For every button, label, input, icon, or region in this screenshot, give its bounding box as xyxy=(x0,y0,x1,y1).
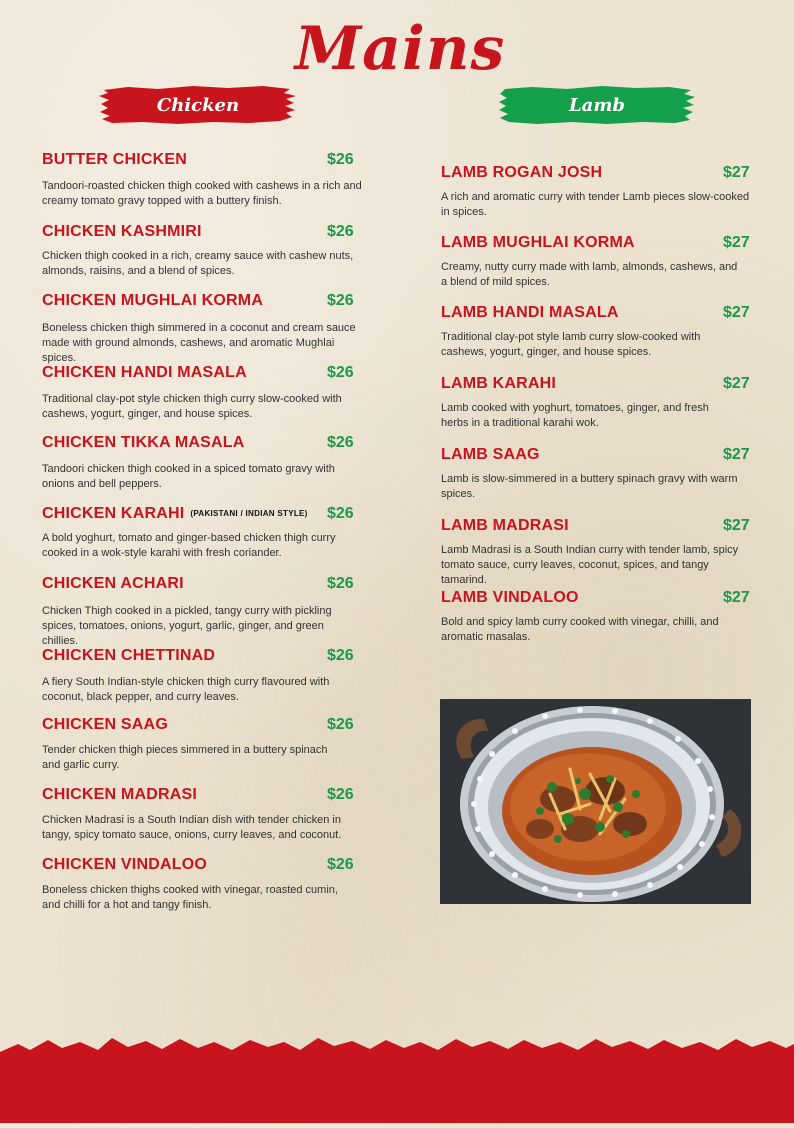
item-description: A rich and aromatic curry with tender Lamb pieces slow-cooked in spices. xyxy=(441,191,750,218)
item-price: $26 xyxy=(327,786,354,803)
item-name: LAMB MUGHLAI KORMA xyxy=(441,234,635,251)
item-price: $27 xyxy=(723,164,750,181)
menu-item-lamb-madrasi xyxy=(441,517,761,586)
item-name: CHICKEN CHETTINAD xyxy=(42,647,216,664)
menu-item-chicken-chettinad xyxy=(42,647,372,707)
item-name-row xyxy=(42,505,308,523)
item-description: Chicken thigh cooked in a rich, creamy sauce with cashew nuts, almonds, raisins, and a blend of spices. xyxy=(42,250,354,277)
item-name: LAMB SAAG xyxy=(441,446,540,463)
item-description: Lamb is slow-simmered in a buttery spinach gravy with warm spices. xyxy=(441,473,738,500)
item-style-note: (PAKISTANI / INDIAN STYLE) xyxy=(190,509,308,518)
item-name: CHICKEN SAAG xyxy=(42,716,168,733)
item-price: $26 xyxy=(327,716,354,733)
menu-item-chicken-achari xyxy=(42,575,372,647)
item-description: Lamb Madrasi is a South Indian curry with tender lamb, spicy tomato sauce, curry leaves, coconut, spices, and tangy tamarind. xyxy=(441,544,739,586)
item-name: LAMB ROGAN JOSH xyxy=(441,164,603,181)
item-price: $26 xyxy=(327,292,354,309)
curry-bowl-illustration xyxy=(440,699,751,904)
menu-item-lamb-rogan-josh xyxy=(441,164,761,224)
page-title: Mains xyxy=(294,14,506,84)
item-description: Creamy, nutty curry made with lamb, almonds, cashews, and a blend of mild spices. xyxy=(441,261,738,288)
item-price: $26 xyxy=(327,647,354,664)
footer-torn-band xyxy=(0,1030,794,1123)
item-description: Traditional clay-pot style chicken thigh curry slow-cooked with cashews, yogurt, ginger, and house spices. xyxy=(42,393,342,420)
item-name: LAMB MADRASI xyxy=(441,517,569,534)
item-name: LAMB HANDI MASALA xyxy=(441,304,619,321)
item-price: $26 xyxy=(327,364,354,381)
lamb-section-banner xyxy=(497,84,697,126)
item-description: Chicken Madrasi is a South Indian dish with tender chicken in tangy, spicy tomato sauce, onions, curry leaves, and coconut. xyxy=(42,814,342,841)
menu-item-chicken-kashmiri xyxy=(42,223,372,283)
chicken-section-label: Chicken xyxy=(156,94,240,116)
item-name: CHICKEN TIKKA MASALA xyxy=(42,434,245,451)
item-description: Boneless chicken thigh simmered in a coconut and cream sauce made with ground almonds, cashews, and aromatic Mughlai spices. xyxy=(42,322,356,364)
menu-item-chicken-handi-masala xyxy=(42,364,372,424)
menu-item-chicken-karahi xyxy=(42,505,372,565)
item-name: CHICKEN KASHMIRI xyxy=(42,223,202,240)
item-price: $27 xyxy=(723,589,750,606)
chicken-section-banner xyxy=(98,84,298,126)
item-name: CHICKEN KARAHI xyxy=(42,505,185,522)
item-price: $27 xyxy=(723,304,750,321)
item-price: $26 xyxy=(327,856,354,873)
item-name: LAMB KARAHI xyxy=(441,375,557,392)
menu-item-chicken-madrasi xyxy=(42,786,372,846)
item-name: LAMB VINDALOO xyxy=(441,589,579,606)
item-description: Tender chicken thigh pieces simmered in a buttery spinach and garlic curry. xyxy=(42,744,328,771)
item-description: Bold and spicy lamb curry cooked with vinegar, chilli, and aromatic masalas. xyxy=(441,616,719,643)
lamb-section-label: Lamb xyxy=(569,94,625,116)
item-description: A bold yoghurt, tomato and ginger-based chicken thigh curry cooked in a wok-style karahi with fresh coriander. xyxy=(42,532,336,559)
item-name: CHICKEN HANDI MASALA xyxy=(42,364,247,381)
menu-item-chicken-tikka-masala xyxy=(42,434,372,494)
item-description: Traditional clay-pot style lamb curry slow-cooked with cashews, yogurt, ginger, and house spices. xyxy=(441,331,701,358)
item-description: A fiery South Indian-style chicken thigh curry flavoured with coconut, black pepper, and curry leaves. xyxy=(42,676,330,703)
menu-item-lamb-mughlai-korma xyxy=(441,234,761,294)
item-name: CHICKEN MUGHLAI KORMA xyxy=(42,292,264,309)
curry-dish-photo xyxy=(440,699,751,904)
item-price: $27 xyxy=(723,446,750,463)
item-name: CHICKEN MADRASI xyxy=(42,786,197,803)
item-price: $27 xyxy=(723,234,750,251)
menu-item-lamb-vindaloo xyxy=(441,589,761,649)
item-price: $26 xyxy=(327,151,354,168)
menu-item-lamb-saag xyxy=(441,446,761,506)
item-description: Chicken Thigh cooked in a pickled, tangy curry with pickling spices, tomatoes, onions, yogurt, garlic, ginger, and green chillies. xyxy=(42,605,332,647)
menu-item-butter-chicken xyxy=(42,151,372,211)
menu-item-chicken-saag xyxy=(42,716,372,776)
item-price: $26 xyxy=(327,434,354,451)
item-price: $27 xyxy=(723,375,750,392)
item-description: Lamb cooked with yoghurt, tomatoes, ginger, and fresh herbs in a traditional karahi wok. xyxy=(441,402,709,429)
menu-item-lamb-handi-masala xyxy=(441,304,761,364)
item-name: CHICKEN VINDALOO xyxy=(42,856,207,873)
item-name: BUTTER CHICKEN xyxy=(42,151,188,168)
menu-item-chicken-mughlai-korma xyxy=(42,292,372,364)
menu-item-chicken-vindaloo xyxy=(42,856,372,916)
item-price: $26 xyxy=(327,223,354,240)
red-torn-edge xyxy=(0,1030,794,1123)
item-description: Tandoori chicken thigh cooked in a spiced tomato gravy with onions and bell peppers. xyxy=(42,463,335,490)
item-name: CHICKEN ACHARI xyxy=(42,575,184,592)
item-price: $26 xyxy=(327,505,354,522)
item-description: Boneless chicken thighs cooked with vinegar, roasted cumin, and chilli for a hot and tangy finish. xyxy=(42,884,338,911)
item-price: $26 xyxy=(327,575,354,592)
item-description: Tandoori-roasted chicken thigh cooked with cashews in a rich and creamy tomato gravy topped with a buttery finish. xyxy=(42,180,362,207)
menu-item-lamb-karahi xyxy=(441,375,761,435)
item-price: $27 xyxy=(723,517,750,534)
